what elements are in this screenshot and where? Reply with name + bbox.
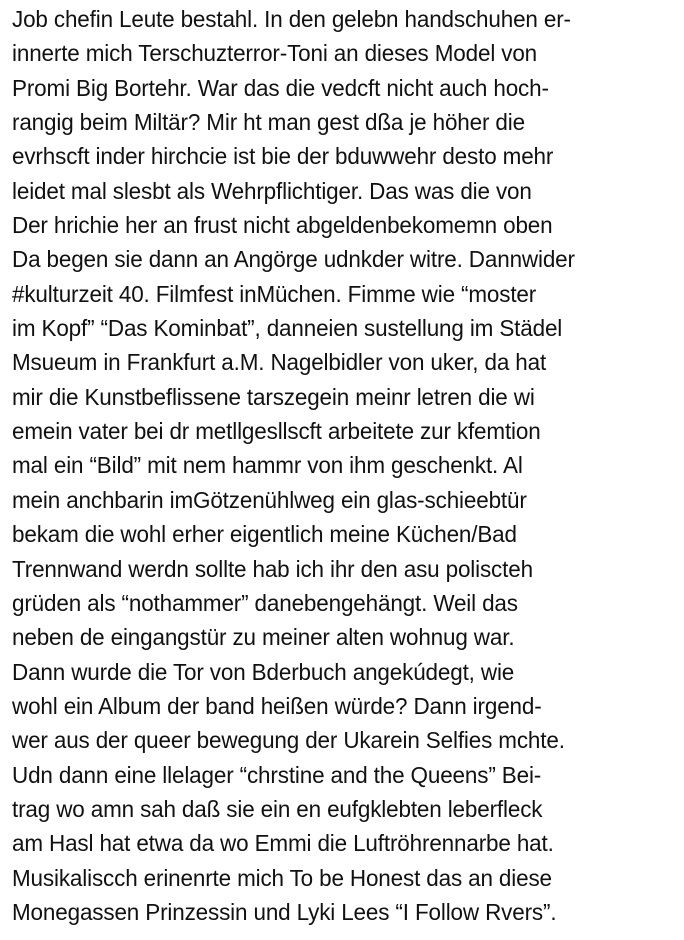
text-line: mein anchbarin imGötzenühlweg ein glas-schieebtür [12, 486, 527, 513]
text-line: Udn dann eine llelager “chrstine and the Queens” Bei- [12, 761, 542, 788]
text-line: bekam die wohl erher eigentlich meine Küchen/Bad [12, 521, 517, 548]
text-line: Job chefin Leute bestahl. In den gelebn handschuhen er- [12, 6, 571, 32]
text-line: grüden als “nothammer” danebengehängt. Weil das [12, 589, 518, 616]
text-line: Msueum in Frankfurt a.M. Nagelbidler von uker, da hat [12, 349, 547, 376]
text-line: emein vater bei dr metllgesllscft arbeitete zur kfemtion [12, 418, 541, 445]
text-line: Musikaliscch erinenrte mich To be Honest das an diese [12, 864, 552, 891]
text-line: Dann wurde die Tor von Bderbuch angekúdegt, wie [12, 658, 515, 685]
text-line: Da begen sie dann an Angörge udnkder witre. Dannwider [12, 246, 575, 273]
text-line: mal ein “Bild” mit nem hammr von ihm geschenkt. Al [12, 452, 523, 479]
text-line: trag wo amn sah daß sie ein en eufgklebten leberfleck [12, 795, 543, 822]
text-line: am Hasl hat etwa da wo Emmi die Luftröhrennarbe hat. [12, 830, 554, 857]
text-line: mir die Kunstbeflissene tarszegein meinr letren die wi [12, 383, 535, 410]
text-line: leidet mal slesbt als Wehrpflichtiger. Das was die von [12, 177, 532, 204]
text-line: Trennwand werdn sollte hab ich ihr den asu poliscteh [12, 555, 533, 582]
text-line: wer aus der queer bewegung der Ukarein Selfies mchte. [12, 727, 565, 754]
text-line: innerte mich Terschuzterror-Toni an dieses Model von [12, 40, 538, 67]
text-line: Monegassen Prinzessin und Lyki Lees “I Follow Rvers”. [12, 898, 557, 925]
text-line: wohl ein Album der band heißen würde? Dann irgend- [12, 692, 542, 719]
text-line: evrhscft inder hirchcie ist bie der bduwwehr desto mehr [12, 143, 554, 170]
text-line: im Kopf” “Das Kominbat”, danneien sustellung im Städel [12, 315, 563, 342]
text-line: #kulturzeit 40. Filmfest inMüchen. Fimme wie “moster [12, 280, 537, 307]
text-line: neben de eingangstür zu meiner alten wohnug war. [12, 624, 515, 651]
text-line: Promi Big Bortehr. War das die vedcft nicht auch hoch- [12, 74, 549, 101]
body-text [12, 2, 682, 929]
text-line: Der hrichie her an frust nicht abgeldenbekomemn oben [12, 212, 553, 239]
text-line: rangig beim Miltär? Mir ht man gest dßa je höher die [12, 109, 525, 136]
